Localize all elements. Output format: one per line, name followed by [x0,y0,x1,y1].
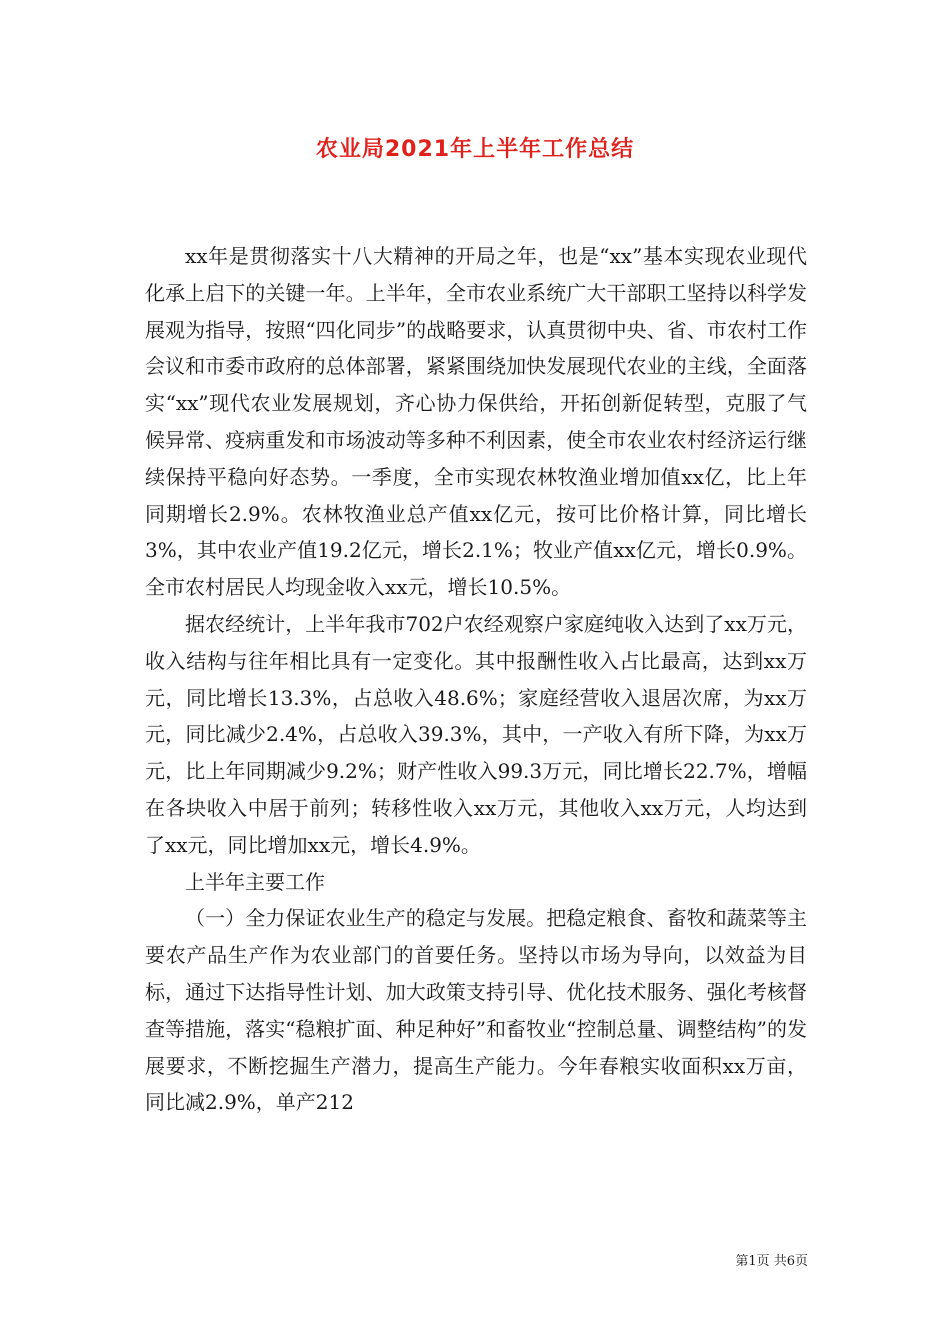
document-body [145,238,807,1121]
paragraph-statistics: 据农经统计，上半年我市702户农经观察户家庭纯收入达到了xx万元，收入结构与往年相比具有一定变化。其中报酬性收入占比最高，达到xx万元，同比增长13.3%，占总收入48.6%；家庭经营收入退居次席，为xx万元，同比减少2.4%，占总收入39.3%，其中，一产收入有所下降，为xx万元，比上年同期减少9.2%；财产性收入99.3万元，同比增长22.7%，增幅在各块收入中居于前列；转移性收入xx万元，其他收入xx万元，人均达到了xx元，同比增加xx元，增长4.9%。 [145,611,807,857]
document-title: 农业局2021年上半年工作总结 [315,137,635,162]
paragraph-intro: xx年是贯彻落实十八大精神的开局之年，也是“xx”基本实现农业现代化承上启下的关键一年。上半年，全市农业系统广大干部职工坚持以科学发展观为指导，按照“四化同步”的战略要求，认真贯彻中央、省、市农村工作会议和市委市政府的总体部署，紧紧围绕加快发展现代农业的主线，全面落实“xx”现代农业发展规划，齐心协力保供给，开拓创新促转型，克服了气候异常、疫病重发和市场波动等多种不利因素，使全市农业农村经济运行继续保持平稳向好态势。一季度，全市实现农林牧渔业增加值xx亿，比上年同期增长2.9%。农林牧渔业总产值xx亿元，按可比价格计算，同比增长3%，其中农业产值19.2亿元，增长2.1%；牧业产值xx亿元，增长0.9%。全市农村居民人均现金收入xx元，增长10.5%。 [145,244,807,600]
paragraph-work-1: （一）全力保证农业生产的稳定与发展。把稳定粮食、畜牧和蔬菜等主要农产品生产作为农业部门的首要任务。坚持以市场为导向，以效益为目标，通过下达指导性计划、加大政策支持引导、优化技术服务、强化考核督查等措施，落实“稳粮扩面、种足种好”和畜牧业“控制总量、调整结构”的发展要求，不断挖掘生产潜力，提高生产能力。今年春粮实收面积xx万亩，同比减2.9%，单产212 [145,906,807,1115]
section-heading: 上半年主要工作 [185,869,325,894]
page-number-footer: 第1页 共6页 [735,1254,808,1269]
